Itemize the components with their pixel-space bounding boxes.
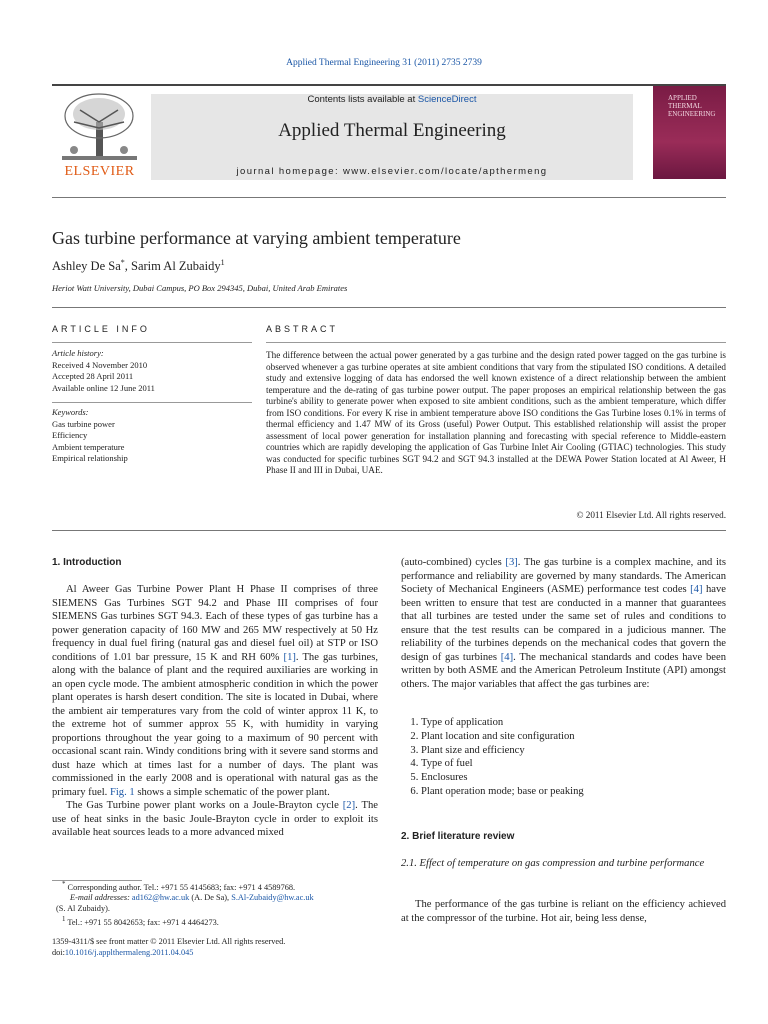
article-info-heading: ARTICLE INFO	[52, 324, 150, 334]
header-rule	[52, 84, 726, 86]
article-title: Gas turbine performance at varying ambient temperature	[52, 228, 461, 248]
author-line: Ashley De Sa*, Sarim Al Zubaidy$^1$	[52, 258, 225, 274]
list-item: 5. Enclosures	[421, 771, 726, 785]
text-run: have been written to ensure that test are conducted in a manner that guarantees that all turbines are tested under the same set of rules and conditions to ensure that the test results can be compared in a judicious manner. The reliability of the turbines depends on the mechanical codes that govern the design of gas turbines	[401, 584, 726, 663]
section-heading-literature-review: 2. Brief literature review	[401, 831, 515, 842]
doi-link[interactable]: 10.1016/j.applthermaleng.2011.04.045	[64, 948, 194, 957]
corresponding-author-note: Corresponding author. Tel.: +971 55 4145683; fax: +971 4 4589768.	[67, 882, 296, 892]
keywords	[52, 407, 252, 465]
author-2-note: Tel.: +971 55 8042653; fax: +971 4 4464273.	[67, 917, 219, 927]
title-rule	[52, 307, 726, 308]
abstract-rule	[266, 342, 726, 343]
abstract-copyright: © 2011 Elsevier Ltd. All rights reserved.	[576, 510, 726, 520]
email-owner-1: (A. De Sa),	[189, 893, 232, 903]
article-history-label: Article history:	[52, 348, 104, 358]
keywords-label: Keywords:	[52, 407, 89, 417]
citation-2[interactable]: [2]	[342, 800, 356, 811]
elsevier-wordmark: ELSEVIER	[64, 164, 135, 179]
list-item: 3. Plant size and efficiency	[421, 744, 726, 758]
available-online-date: Available online 12 June 2011	[52, 382, 155, 393]
citation-4[interactable]: [4]	[500, 651, 514, 663]
sciencedirect-link[interactable]: ScienceDirect	[417, 94, 477, 105]
journal-cover-title: APPLIED THERMAL ENGINEERING	[668, 94, 716, 118]
list-item: 6. Plant operation mode; base or peaking	[421, 785, 726, 799]
keyword: Ambient temperature	[52, 441, 125, 452]
contents-line	[151, 94, 633, 105]
text-run: . The gas turbines, along with the balance of plant and the required auxiliaries are working in an open cycle mode. The ambient atmospheric condition in which the power plant operates is harsh desert condition. The site is located in Dubai, where the ambient air temperatures vary from the cold of winter approx 11 K, to the extreme hot of summer approx 55 K, with humidity in varying proportions throughout the year going to a maximum of 90 percent with occasional scant rain. Windy conditions bring with it severe sand storms and dust haze which at times last for a number of days. The plant was commissioned in the early 2008 and is operational with natural gas as the primary fuel.	[52, 651, 378, 798]
keyword: Empirical relationship	[52, 453, 128, 463]
author-1[interactable]: Ashley De Sa	[52, 259, 121, 274]
text-run: . The gas turbine is a complex machine, and its performance and reliability are governed by many standards. The American Society of Mechanical Engineers (ASME) performance test codes	[401, 557, 726, 595]
text-run: shows a simple schematic of the power plant.	[134, 786, 330, 798]
literature-paragraph: The performance of the gas turbine is reliant on the efficiency achieved at the compressor of the turbine. Hot air, being less dense,	[401, 899, 726, 924]
text-run: The Gas Turbine power plant works on a Joule-Brayton cycle	[66, 800, 343, 811]
abstract-text: The difference between the actual power generated by a gas turbine and the design rated power tagged on the gas turbine is observed whenever a gas turbine operates at site ambient conditions that vary from the stipulated ISO conditions. A detailed study and extensive logging of data has endorsed the well known existence of a direct relationship between the ambient temperature and the de-rating of gas turbine power output. The paper proposes an empirical relationship between the gas turbine's ability to generate power when exposed to site ambient conditions, such as the ambient temperature, which differ from ISO conditions. For every K rise in ambient temperature above ISO conditions the Gas Turbine loses 0.1% in terms of thermal efficiency and 1.47 MW of its Gross (useful) Power Output. This established relationship will assist the proper assessment of local power generation for installation planning and forecasting with special reference to Middle-eastern countries which are rapidly developing the application of Gas Turbine Inlet Air Cooling (GTIAC) technologies. This study was conducted for specific turbines SGT 94.2 and SGT 94.3 installed at the DEWA Power Station located at Al Aweer, H Phase II and III in Dubai, UAE.	[266, 350, 726, 476]
email-link-2[interactable]: S.Al-Zubaidy@hw.ac.uk	[231, 893, 314, 903]
abstract-bottom-rule	[52, 530, 726, 531]
header-bottom-rule	[52, 197, 726, 198]
section-heading-introduction: 1. Introduction	[52, 557, 122, 568]
text-run: . The use of heat sinks in the basic Joule-Brayton cycle in order to exploit its available heat sources leads to a more advanced mixed	[52, 800, 378, 838]
affiliation: Heriot Watt University, Dubai Campus, PO Box 294345, Dubai, United Arab Emirates	[52, 283, 348, 293]
introduction-paragraph-1	[52, 583, 378, 799]
keywords-rule	[52, 402, 252, 403]
introduction-body	[52, 583, 378, 840]
journal-homepage[interactable]: journal homepage: www.elsevier.com/locate/apthermeng	[236, 166, 548, 177]
author-2[interactable]: Sarim Al Zubaidy	[131, 259, 221, 274]
email-label: E-mail addresses:	[70, 893, 130, 903]
citation-4[interactable]: [4]	[690, 584, 703, 595]
article-history	[52, 348, 252, 394]
footnote-mark: *	[62, 881, 66, 888]
variables-list	[401, 716, 726, 799]
author-2-note-mark: 1	[220, 258, 225, 267]
journal-reference[interactable]: Applied Thermal Engineering 31 (2011) 2735 2739	[286, 58, 482, 68]
abstract-heading: ABSTRACT	[266, 324, 339, 334]
issn-line: 1359-4311/$ see front matter © 2011 Elsevier Ltd. All rights reserved.	[52, 937, 286, 946]
received-date: Received 4 November 2010	[52, 359, 148, 370]
figure-1-link[interactable]: Fig. 1	[109, 786, 135, 798]
corresponding-mark: *	[120, 258, 125, 267]
subsection-heading: 2.1. Effect of temperature on gas compression and turbine performance	[401, 858, 705, 869]
doi-label: doi:	[52, 948, 65, 957]
email-link-1[interactable]: ad162@hw.ac.uk	[131, 893, 190, 903]
text-run: (auto-combined) cycles	[401, 557, 506, 568]
text-run: . The mechanical standards and codes have been written by both ASME and the American Petroleum Institute (API) amongst others. The major variables that affect the gas turbines are:	[401, 651, 726, 690]
right-column-paragraph	[401, 556, 726, 691]
journal-title: Applied Thermal Engineering	[278, 120, 506, 141]
accepted-date: Accepted 28 April 2011	[52, 371, 134, 381]
keyword: Gas turbine power	[52, 418, 115, 429]
introduction-paragraph-2	[52, 799, 378, 840]
doi-line	[52, 948, 392, 959]
footnote-mark: 1	[62, 915, 66, 923]
list-item: 4. Type of fuel	[421, 757, 726, 771]
list-item: 2. Plant location and site configuration	[421, 730, 726, 744]
footnotes	[56, 880, 378, 928]
keyword: Efficiency	[52, 430, 88, 440]
citation-1[interactable]: [1]	[283, 651, 296, 663]
text-run: Al Aweer Gas Turbine Power Plant H Phase II comprises of three SIEMENS Gas Turbines SGT 94.2 and Phase III comprises of four SIEMENS Gas turbines SGT 94.3. Each of these types of gas turbine has a power generation capacity of 160 MW and 265 MW respectively at 50 Hz frequency in dual fuel firing (natural gas and diesel fuel oil) at STP or ISO conditions of 1.01 bar pressure, 15 K and RH 60%	[52, 584, 378, 663]
contents-prefix: Contents lists available at	[307, 94, 418, 105]
article-info-rule	[52, 342, 252, 343]
email-owner-2: (S. Al Zubaidy).	[56, 903, 110, 913]
citation-3[interactable]: [3]	[505, 557, 518, 568]
list-item: 1. Type of application	[421, 716, 726, 730]
